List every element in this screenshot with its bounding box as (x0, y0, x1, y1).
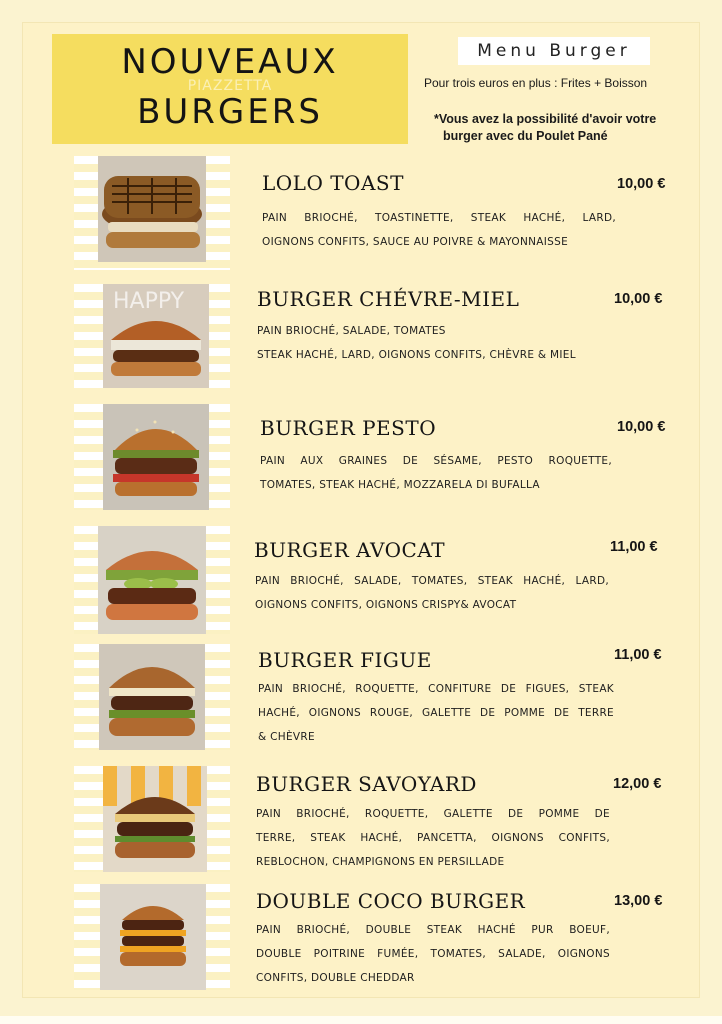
description-line: & CHÈVRE (258, 731, 315, 743)
item-description (257, 319, 617, 367)
item-name: BURGER CHÉVRE-MIEL (257, 287, 520, 311)
poulet-note-line: *Vous avez la possibilité d'avoir votre (434, 112, 657, 126)
item-price: 10,00 € (617, 419, 666, 435)
poulet-note-line: burger avec du Poulet Pané (443, 129, 608, 143)
item-price: 11,00 € (610, 539, 658, 555)
item-price: 10,00 € (617, 176, 666, 192)
description-line: PAIN BRIOCHÉ, DOUBLE STEAK HACHÉ PUR BOEUF, (256, 924, 610, 936)
poulet-pane-note (434, 111, 698, 145)
item-description (255, 569, 609, 617)
description-line: TERRE, STEAK HACHÉ, PANCETTA, OIGNONS CONFITS, (256, 832, 610, 844)
description-line: OIGNONS CONFITS, SAUCE AU POIVRE & MAYONNAISSE (262, 236, 569, 248)
description-line: HACHÉ, OIGNONS ROUGE, GALETTE DE POMME DE TERRE (258, 707, 614, 719)
description-line: TOMATES, STEAK HACHÉ, MOZZARELA DI BUFALLA (260, 479, 540, 491)
item-description (260, 449, 612, 497)
description-line: DOUBLE POITRINE FUMÉE, TOMATES, SALADE, OIGNONS (256, 948, 610, 960)
description-line: PAIN BRIOCHÉ, SALADE, TOMATES (257, 325, 446, 337)
avocat-photo (98, 526, 206, 634)
item-description (258, 677, 614, 749)
description-line: PAIN BRIOCHÉ, TOASTINETTE, STEAK HACHÉ, LARD, (262, 212, 616, 224)
item-name: BURGER FIGUE (258, 648, 432, 672)
menu-burger-label: Menu Burger (458, 37, 650, 65)
item-price: 12,00 € (613, 776, 662, 792)
double-coco-photo (100, 884, 206, 990)
description-line: PAIN BRIOCHÉ, ROQUETTE, GALETTE DE POMME DE (256, 808, 610, 820)
item-price: 13,00 € (614, 893, 663, 909)
item-description (256, 918, 610, 990)
description-line: REBLOCHON, CHAMPIGNONS EN PERSILLADE (256, 856, 505, 868)
description-line: STEAK HACHÉ, LARD, OIGNONS CONFITS, CHÈVRE & MIEL (257, 349, 576, 361)
description-line: CONFITS, DOUBLE CHEDDAR (256, 972, 415, 984)
figue-photo (99, 644, 205, 750)
item-name: LOLO TOAST (262, 171, 404, 195)
item-name: BURGER AVOCAT (254, 538, 446, 562)
title-box (52, 34, 408, 144)
title-line-burgers: BURGERS (137, 92, 323, 132)
description-line: PAIN AUX GRAINES DE SÉSAME, PESTO ROQUETTE, (260, 455, 612, 467)
chevre-miel-photo (103, 284, 209, 388)
brand-watermark: PIAZZETTA (187, 78, 273, 94)
item-name: BURGER PESTO (260, 416, 437, 440)
svg-text:HAPPY: HAPPY (113, 289, 185, 314)
description-line: PAIN BRIOCHÉ, ROQUETTE, CONFITURE DE FIGUES, STEAK (258, 683, 614, 695)
title-line-nouveaux: NOUVEAUX (121, 42, 339, 82)
description-line: OIGNONS CONFITS, OIGNONS CRISPY& AVOCAT (255, 599, 517, 611)
item-name: BURGER SAVOYARD (256, 772, 477, 796)
item-name: DOUBLE COCO BURGER (256, 889, 526, 913)
item-price: 10,00 € (614, 291, 663, 307)
bottom-border (0, 1016, 722, 1024)
savoyard-photo (103, 766, 207, 872)
item-price: 11,00 € (614, 647, 662, 663)
extra-fries-drink-note: Pour trois euros en plus : Frites + Boisson (424, 76, 648, 90)
item-description (262, 206, 616, 254)
description-line: PAIN BRIOCHÉ, SALADE, TOMATES, STEAK HACHÉ, LARD, (255, 575, 609, 587)
item-description (256, 802, 610, 874)
pesto-photo (103, 404, 209, 510)
lolo-toast-photo (98, 156, 206, 262)
